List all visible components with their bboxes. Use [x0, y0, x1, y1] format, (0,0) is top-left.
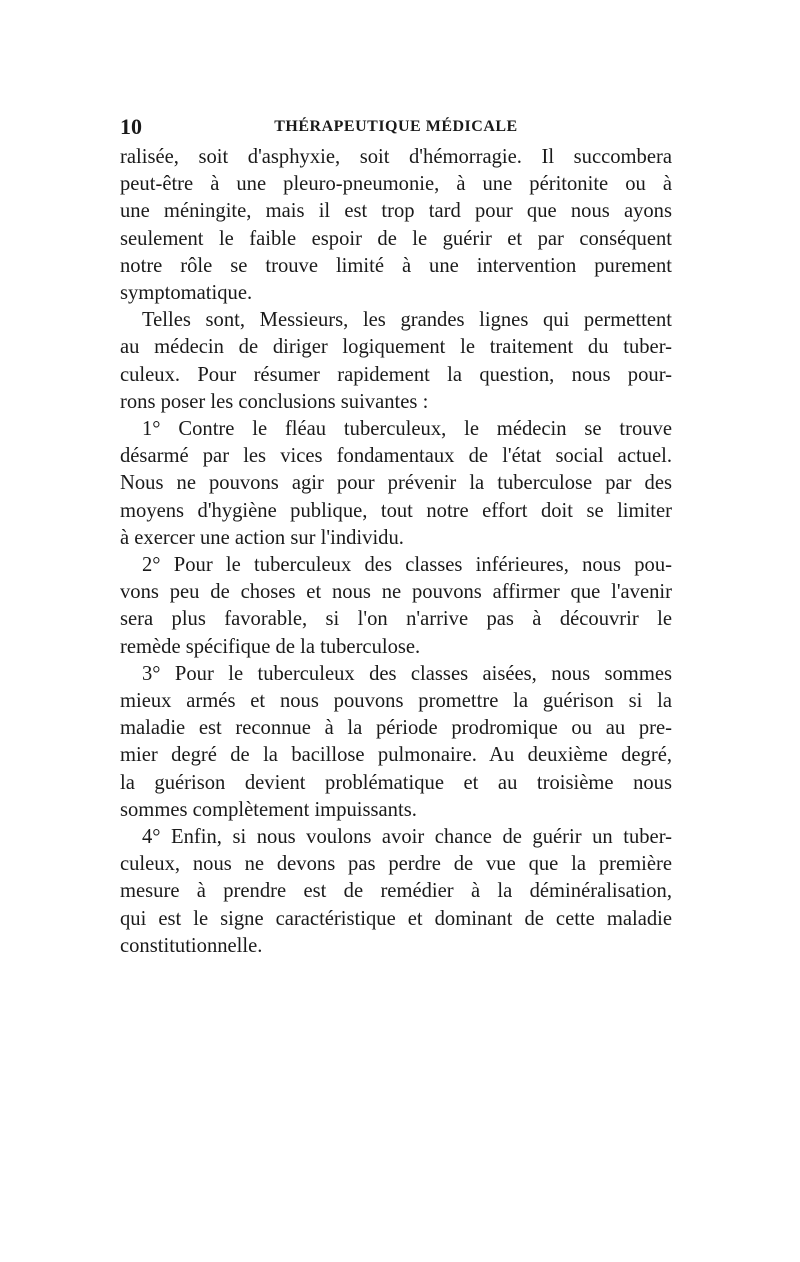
- running-head: [120, 114, 672, 144]
- text-line: la guérison devient problématique et au troisième nous: [120, 771, 672, 794]
- text-line: rons poser les conclusions suivantes :: [120, 390, 429, 413]
- text-line: seulement le faible espoir de le guérir et par conséquent: [120, 227, 672, 250]
- text-line: sera plus favorable, si l'on n'arrive pas à découvrir le: [120, 608, 672, 631]
- text-line: à exercer une action sur l'individu.: [120, 526, 404, 549]
- paragraph: [120, 144, 672, 307]
- text-line: ralisée, soit d'asphyxie, soit d'hémorragie. Il succombera: [120, 146, 672, 168]
- text-line: mier degré de la bacillose pulmonaire. Au deuxième degré,: [120, 744, 672, 767]
- text-line: maladie est reconnue à la période prodromique ou au pre-: [120, 717, 672, 740]
- text-line: moyens d'hygiène publique, tout notre effort doit se limiter: [120, 499, 672, 522]
- text-line: vons peu de choses et nous ne pouvons affirmer que l'avenir: [120, 581, 672, 604]
- text-line: 1° Contre le fléau tuberculeux, le médecin se trouve: [142, 418, 672, 441]
- text-line: Telles sont, Messieurs, les grandes lignes qui permettent: [142, 309, 672, 332]
- text-line: qui est le signe caractéristique et dominant de cette maladie: [120, 907, 672, 930]
- paragraph: [120, 824, 672, 960]
- text-line: désarmé par les vices fondamentaux de l'état social actuel.: [120, 445, 672, 468]
- text-line: 4° Enfin, si nous voulons avoir chance de guérir un tuber-: [142, 826, 672, 849]
- text-line: constitutionnelle.: [120, 934, 263, 957]
- text-line: sommes complètement impuissants.: [120, 798, 417, 821]
- text-line: notre rôle se trouve limité à une intervention purement: [120, 254, 672, 277]
- page-number: 10: [120, 114, 142, 139]
- text-line: culeux, nous ne devons pas perdre de vue que la première: [120, 853, 672, 876]
- text-line: Nous ne pouvons agir pour prévenir la tuberculose par des: [120, 472, 672, 495]
- text-line: peut-être à une pleuro-pneumonie, à une péritonite ou à: [120, 173, 672, 196]
- text-line: 3° Pour le tuberculeux des classes aisées, nous sommes: [142, 662, 672, 685]
- text-line: une méningite, mais il est trop tard pour que nous ayons: [120, 200, 672, 223]
- text-line: mieux armés et nous pouvons promettre la guérison si la: [120, 690, 672, 713]
- text-line: 2° Pour le tuberculeux des classes inférieures, nous pou-: [142, 554, 672, 577]
- text-line: mesure à prendre est de remédier à la déminéralisation,: [120, 880, 672, 903]
- text-line: culeux. Pour résumer rapidement la question, nous pour-: [120, 363, 672, 386]
- book-page: [120, 114, 672, 960]
- paragraph: [120, 552, 672, 661]
- paragraph: [120, 307, 672, 416]
- body-text: [120, 144, 672, 960]
- text-line: symptomatique.: [120, 282, 253, 305]
- running-title: THÉRAPEUTIQUE MÉDICALE: [274, 118, 518, 135]
- text-line: remède spécifique de la tuberculose.: [120, 635, 421, 658]
- text-line: au médecin de diriger logiquement le traitement du tuber-: [120, 336, 672, 359]
- paragraph: [120, 661, 672, 824]
- paragraph: [120, 416, 672, 552]
